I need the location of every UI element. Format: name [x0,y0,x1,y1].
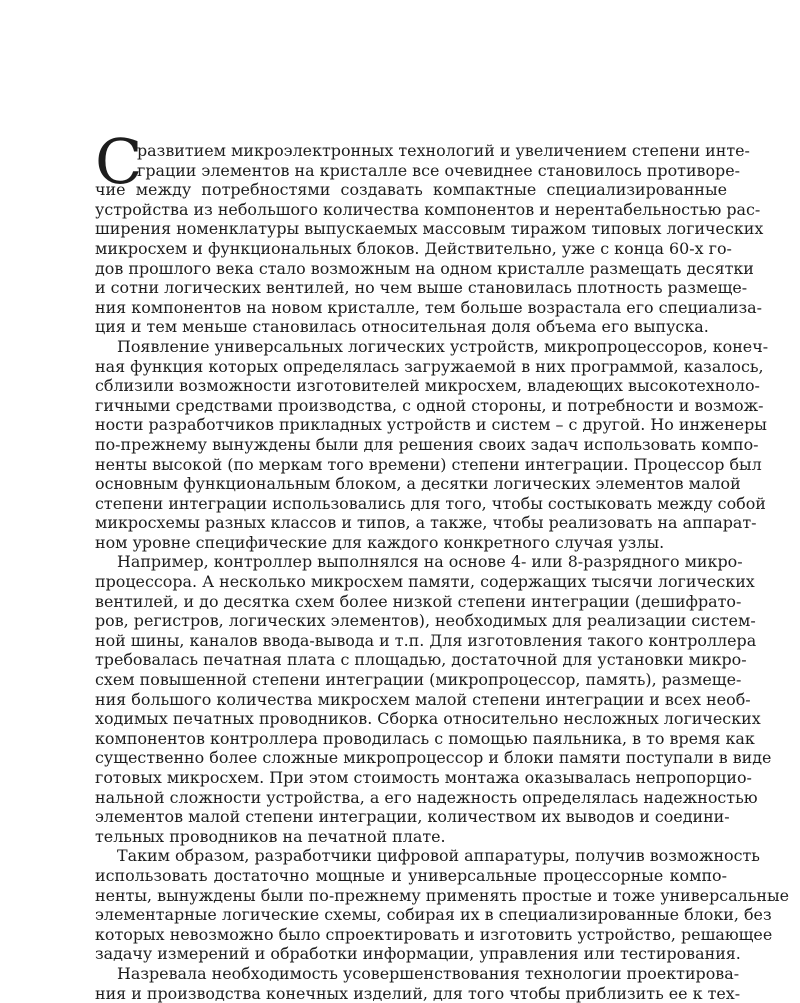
text-line: степени интеграции использовались для того, чтобы состыковать между собой [95,493,766,513]
paragraph [95,552,772,846]
text-line: существенно более сложные микропроцессор и блоки памяти поступали в виде [95,748,772,768]
paragraphs [95,141,790,1003]
drop-cap: С [95,125,143,198]
text-line: ности разработчиков прикладных устройств и систем – с другой. Но инженеры [95,415,767,435]
text-line: использовать достаточно мощные и универсальные процессорные компо- [95,865,727,885]
text-line: Таким образом, разработчики цифровой аппаратуры, получив возможность [117,846,760,866]
text-line: по-прежнему вынуждены были для решения своих задач использовать компо- [95,434,759,454]
text-line: ния большого количества микросхем малой степени интеграции и всех необ- [95,689,751,709]
page-body [95,125,790,1003]
text-line: и сотни логических вентилей, но чем выше становилась плотность размеще- [95,278,748,298]
text-line: ширения номенклатуры выпускаемых массовым тиражом типовых логических [95,219,764,239]
text-line: микросхем и функциональных блоков. Действительно, уже с конца 60-х го- [95,238,732,258]
text-line: чие между потребностями создавать компактные специализированные [95,180,727,200]
text-line: устройства из небольшого количества компонентов и нерентабельностью рас- [95,199,761,219]
text-line: гичными средствами производства, с одной стороны, и потребности и возмож- [95,395,764,415]
text-line: элементарные логические схемы, собирая их в специализированные блоки, без [95,905,772,925]
text-line: микросхемы разных классов и типов, а также, чтобы реализовать на аппарат- [95,513,757,533]
text-line: ном уровне специфические для каждого конкретного случая узлы. [95,532,665,552]
text-line: сблизили возможности изготовителей микросхем, владеющих высокотехноло- [95,376,760,396]
paragraph [95,963,741,1003]
text-line: тельных проводников на печатной плате. [95,826,446,846]
text-line: Появление универсальных логических устройств, микропроцессоров, конеч- [117,336,769,356]
text-line: ненты высокой (по меркам того времени) степени интеграции. Процессор был [95,454,762,474]
text-line: схем повышенной степени интеграции (микропроцессор, память), размеще- [95,670,742,690]
text-line: основным функциональным блоком, а десятки логических элементов малой [95,474,741,494]
text-line: грации элементов на кристалле все очевиднее становилось противоре- [137,160,740,180]
text-line: ция и тем меньше становилась относительная доля объема его выпуска. [95,317,709,337]
text-line: ненты, вынуждены были по-прежнему применять простые и тоже универсальные [95,885,790,905]
text-line: ния и производства конечных изделий, для того чтобы приблизить ее к тех- [95,983,741,1003]
text-line: нальной сложности устройства, а его надежность определялась надежностью [95,787,758,807]
text-line: ров, регистров, логических элементов), необходимых для реализации систем- [95,611,756,631]
paragraph [95,846,790,964]
text-line: которых невозможно было спроектировать и изготовить устройство, решающее [95,924,773,944]
text-line: компонентов контроллера проводилась с помощью паяльника, в то время как [95,728,755,748]
text-line: ния компонентов на новом кристалле, тем больше возрастала его специализа- [95,297,763,317]
text-line: развитием микроэлектронных технологий и увеличением степени инте- [137,141,750,160]
text-line: Назревала необходимость усовершенствования технологии проектирова- [117,963,740,983]
text-line: вентилей, и до десятка схем более низкой степени интеграции (дешифрато- [95,591,742,611]
text-line: дов прошлого века стало возможным на одном кристалле размещать десятки [95,258,754,278]
paragraph [95,141,764,337]
text-line: элементов малой степени интеграции, количеством их выводов и соедини- [95,807,730,827]
text-line: Например, контроллер выполнялся на основе 4- или 8-разрядного микро- [117,552,743,572]
text-line: ная функция которых определялась загружаемой в них программой, казалось, [95,356,764,376]
text-line: ходимых печатных проводников. Сборка относительно несложных логических [95,709,761,729]
text-line: задачу измерений и обработки информации, управления или тестирования. [95,944,741,964]
text-line: ной шины, каналов ввода-вывода и т.п. Для изготовления такого контроллера [95,630,757,650]
text-line: требовалась печатная плата с площадью, достаточной для установки микро- [95,650,747,670]
paragraph [95,336,769,553]
text-line: готовых микросхем. При этом стоимость монтажа оказывалась непропорцио- [95,768,752,787]
text-line: процессора. А несколько микросхем памяти, содержащих тысячи логических [95,572,755,592]
